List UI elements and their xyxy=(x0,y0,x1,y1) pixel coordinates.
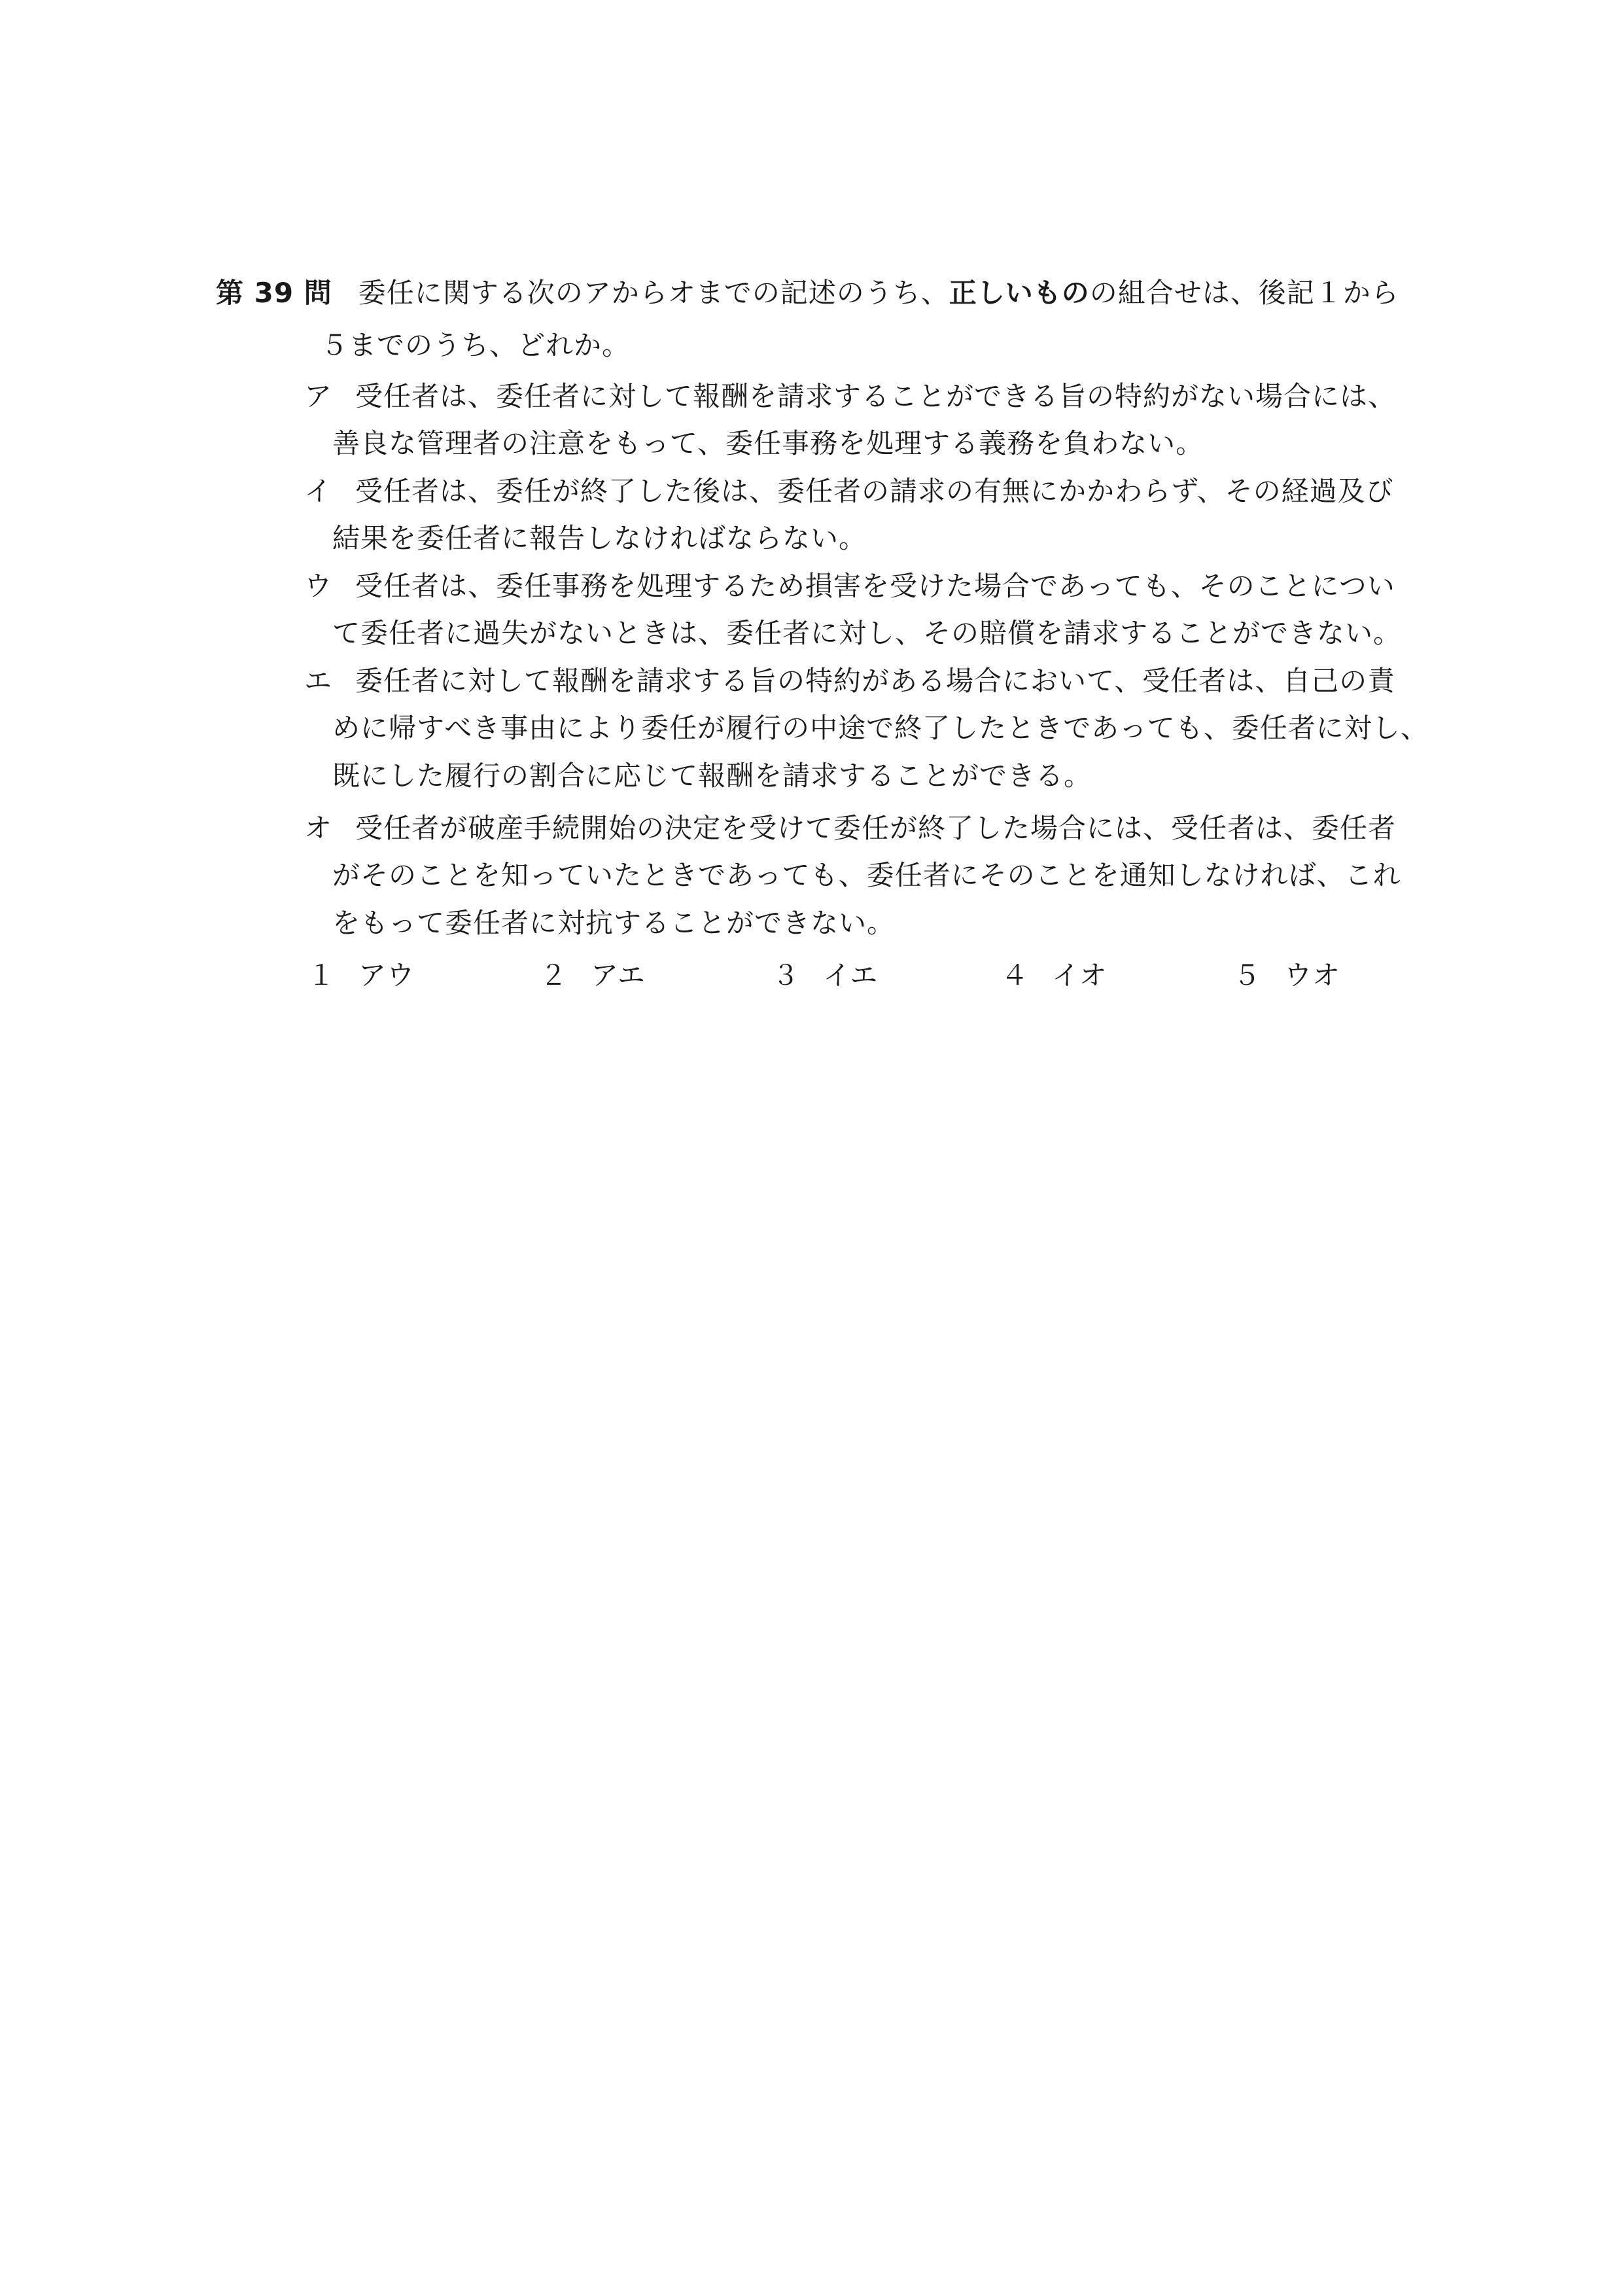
question-stem-pre: 委任に関する次のアからオまでの記述のうち、 xyxy=(358,277,949,309)
option-e-text-1: 委任者に対して報酬を請求する旨の特約がある場合において、受任者は、自己の責 xyxy=(355,665,1396,697)
option-o-line-2: がそのことを知っていたときであっても、委任者にそのことを通知しなければ、これ xyxy=(332,859,1401,891)
option-u-line-1 xyxy=(304,568,1395,605)
option-a-label: ア xyxy=(304,380,333,412)
option-i-line-1 xyxy=(304,473,1394,510)
question-stem-line-2: ５までのうち、どれか。 xyxy=(321,329,631,361)
option-o-line-3: をもって委任者に対抗することができない。 xyxy=(332,907,896,939)
option-o-label: オ xyxy=(304,812,333,844)
choice-2-text: アエ xyxy=(591,959,646,991)
choice-1-text: アウ xyxy=(358,959,415,991)
choice-1[interactable] xyxy=(307,957,415,994)
option-u-text-1: 受任者は、委任事務を処理するため損害を受けた場合であっても、そのことについ xyxy=(355,570,1395,602)
option-u-label: ウ xyxy=(304,570,333,602)
choice-5-text: ウオ xyxy=(1284,959,1341,991)
option-a-text-1: 受任者は、委任者に対して報酬を請求することができる旨の特約がない場合には、 xyxy=(355,380,1397,412)
choice-2-number: ２ xyxy=(540,959,568,991)
choice-3-text: イエ xyxy=(823,959,879,991)
question-stem-emphasis: 正しいもの xyxy=(949,277,1090,309)
option-a-line-1 xyxy=(304,378,1396,415)
choice-5[interactable] xyxy=(1233,957,1340,994)
choice-2[interactable] xyxy=(540,957,646,994)
option-a-line-2: 善良な管理者の注意をもって、委任事務を処理する義務を負わない。 xyxy=(332,427,1204,459)
option-o-text-1: 受任者が破産手続開始の決定を受けて委任が終了した場合には、受任者は、委任者 xyxy=(355,812,1397,844)
option-i-label: イ xyxy=(304,475,333,507)
choice-4-number: ４ xyxy=(1001,959,1030,991)
option-o-line-1 xyxy=(304,810,1396,847)
choice-1-number: １ xyxy=(307,959,336,991)
question-stem-post: の組合せは、後記１から xyxy=(1089,277,1399,309)
option-i-line-2: 結果を委任者に報告しなければならない。 xyxy=(332,522,867,554)
choice-3-number: ３ xyxy=(772,959,801,991)
choice-5-number: ５ xyxy=(1233,959,1262,991)
option-u-line-2: て委任者に過失がないときは、委任者に対し、その賠償を請求することができない。 xyxy=(332,617,1402,649)
question-number: 第 39 問 xyxy=(216,277,332,309)
answer-choices xyxy=(307,957,1420,994)
question-stem-line-1 xyxy=(216,275,1399,311)
option-e-line-1 xyxy=(304,663,1395,699)
option-e-label: エ xyxy=(304,665,333,697)
option-e-line-3: 既にした履行の割合に応じて報酬を請求することができる。 xyxy=(332,760,1092,792)
choice-4-text: イオ xyxy=(1052,959,1108,991)
choice-4[interactable] xyxy=(1001,957,1108,994)
choice-3[interactable] xyxy=(772,957,878,994)
option-i-text-1: 受任者は、委任が終了した後は、委任者の請求の有無にかかわらず、その経過及び xyxy=(355,475,1394,507)
option-e-line-2: めに帰すべき事由により委任が履行の中途で終了したときであっても、委任者に対し、 xyxy=(332,712,1429,744)
